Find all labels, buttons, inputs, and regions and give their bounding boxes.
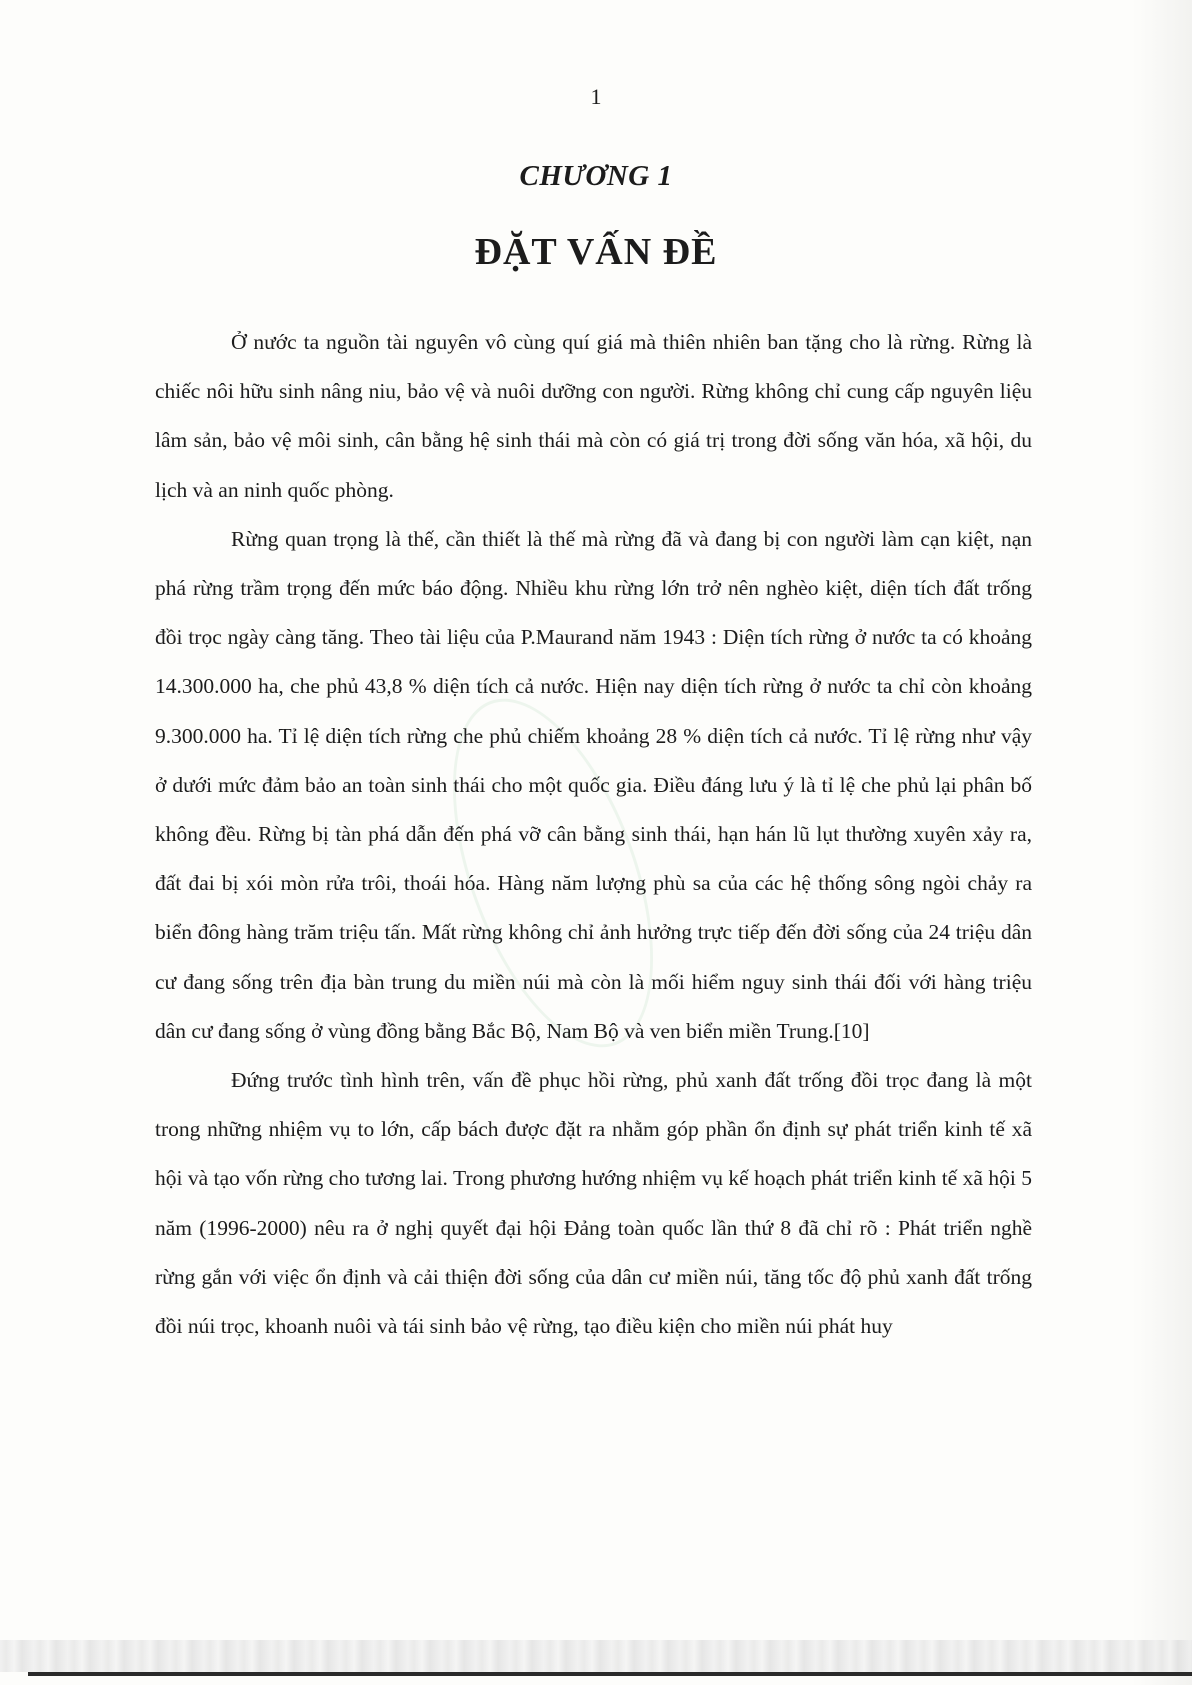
chapter-title: ĐẶT VẤN ĐỀ <box>474 231 718 273</box>
chapter-label: CHƯƠNG 1 <box>519 160 673 192</box>
paragraph-1: Ở nước ta nguồn tài nguyên vô cùng quí giá mà thiên nhiên ban tặng cho là rừng. Rừng là chiếc nôi hữu sinh nâng niu, bảo vệ và nuôi dưỡng con người. Rừng không chỉ cung cấp nguyên liệu lâm sản, bảo vệ môi sinh, cân bằng hệ sinh thái mà còn có giá trị trong đời sống văn hóa, xã hội, du lịch và an ninh quốc phòng. <box>155 330 1032 502</box>
scan-bottom-rule <box>28 1672 1192 1676</box>
scan-bottom-strip <box>0 1640 1192 1672</box>
paragraph-3: Đứng trước tình hình trên, vấn đề phục hồi rừng, phủ xanh đất trống đồi trọc đang là một trong những nhiệm vụ to lớn, cấp bách được đặt ra nhằm góp phần ổn định sự phát triển kinh tế xã hội và tạo vốn rừng cho tương lai. Trong phương hướng nhiệm vụ kế hoạch phát triển kinh tế xã hội 5 năm (1996-2000) nêu ra ở nghị quyết đại hội Đảng toàn quốc lần thứ 8 đã chỉ rõ : Phát triển nghề rừng gắn với việc ổn định và cải thiện đời sống của dân cư miền núi, tăng tốc độ phủ xanh đất trống đồi núi trọc, khoanh nuôi và tái sinh bảo vệ rừng, tạo điều kiện cho miền núi phát huy <box>155 1068 1032 1339</box>
page-number: 1 <box>590 84 602 109</box>
body-text <box>155 318 1032 1351</box>
paragraph-2: Rừng quan trọng là thế, cần thiết là thế mà rừng đã và đang bị con người làm cạn kiệt, nạn phá rừng trầm trọng đến mức báo động. Nhiều khu rừng lớn trở nên nghèo kiệt, diện tích đất trống đồi trọc ngày càng tăng. Theo tài liệu của P.Maurand năm 1943 : Diện tích rừng ở nước ta có khoảng 14.300.000 ha, che phủ 43,8 % diện tích cả nước. Hiện nay diện tích rừng ở nước ta chỉ còn khoảng 9.300.000 ha. Tỉ lệ diện tích rừng che phủ chiếm khoảng 28 % diện tích cả nước. Tỉ lệ rừng như vậy ở dưới mức đảm bảo an toàn sinh thái cho một quốc gia. Điều đáng lưu ý là tỉ lệ che phủ lại phân bố không đều. Rừng bị tàn phá dẫn đến phá vỡ cân bằng sinh thái, hạn hán lũ lụt thường xuyên xảy ra, đất đai bị xói mòn rửa trôi, thoái hóa. Hàng năm lượng phù sa của các hệ thống sông ngòi chảy ra biển đông hàng trăm triệu tấn. Mất rừng không chỉ ảnh hưởng trực tiếp đến đời sống của 24 triệu dân cư đang sống trên địa bàn trung du miền núi mà còn là mối hiểm nguy sinh thái đối với hàng triệu dân cư đang sống ở vùng đồng bằng Bắc Bộ, Nam Bộ và ven biển miền Trung.[10] <box>155 526 1032 1043</box>
